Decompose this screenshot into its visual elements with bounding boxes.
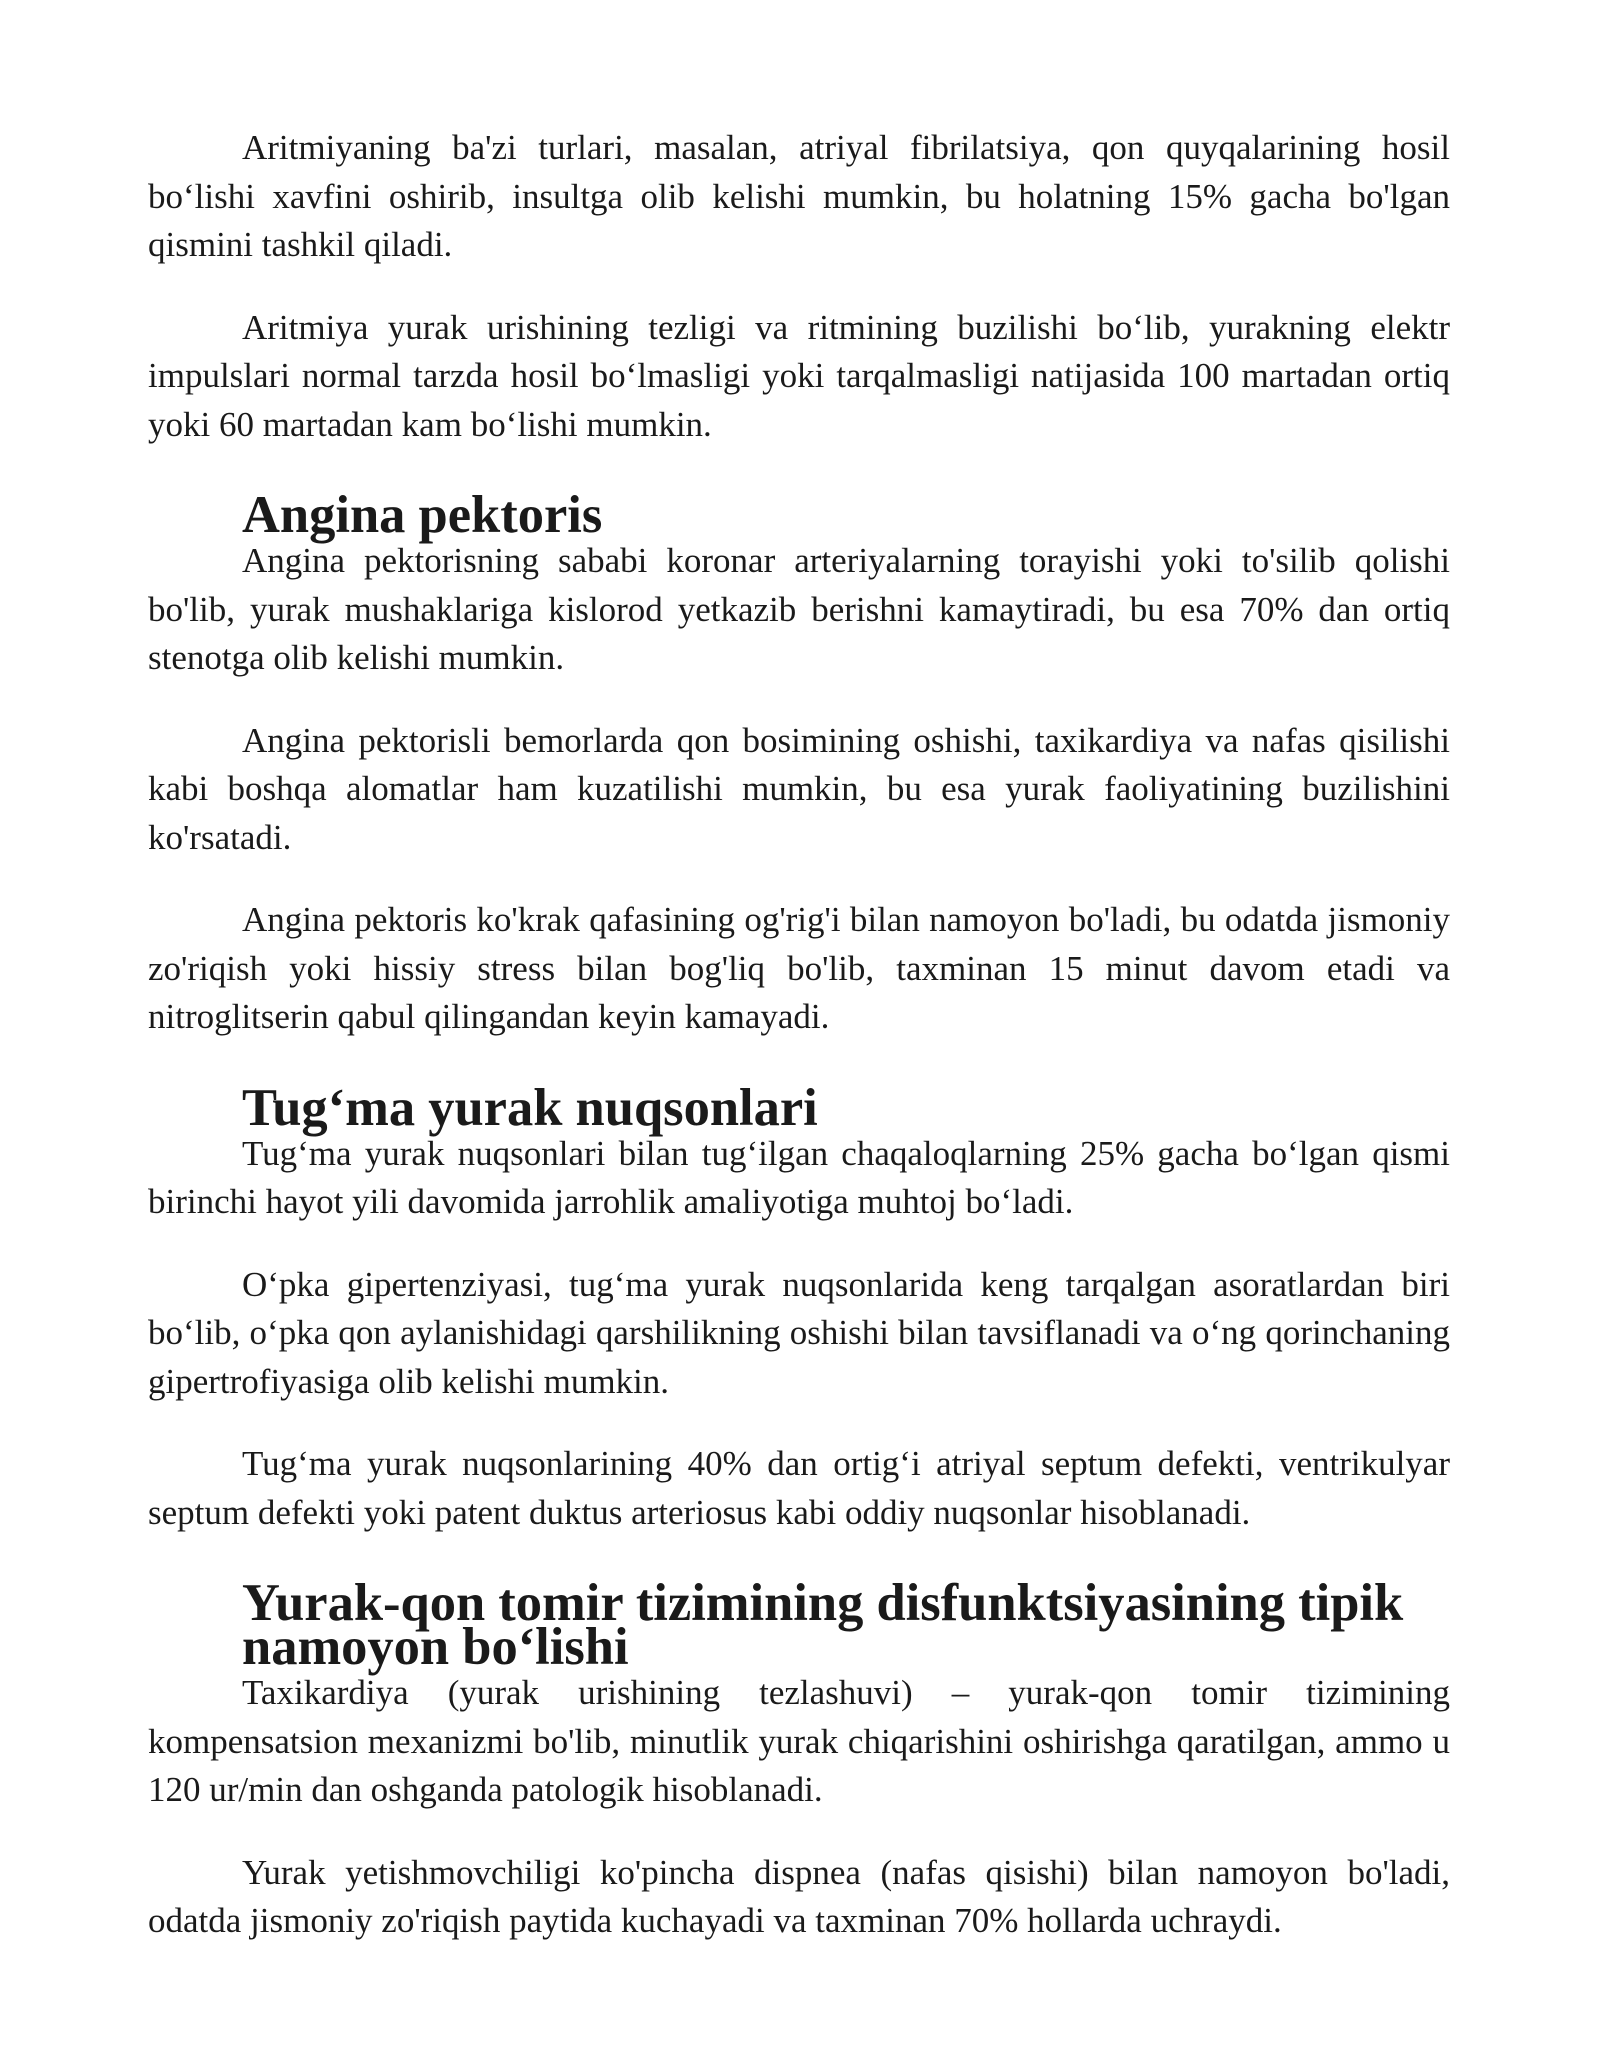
section-heading-angina: Angina pektoris: [242, 486, 603, 544]
paragraph-angina-cause: Angina pektorisning sababi koronar arteriyalarning torayishi yoki to'silib qolishi bo'lib, yurak mushaklariga kislorod yetkazib berishni kamaytiradi, bu esa 70% dan ortiq stenotga olib kelishi mumkin.: [148, 541, 1450, 677]
section-heading-cardiovascular-dysfunction: Yurak-qon tomir tizimining disfunktsiyasining tipik namoyon bo‘lishi: [242, 1574, 1404, 1676]
document-page: [148, 124, 1450, 1980]
paragraph-simple-defects: Tug‘ma yurak nuqsonlarining 40% dan ortig‘i atriyal septum defekti, ventrikulyar septum defekti yoki patent duktus arteriosus kabi oddiy nuqsonlar hisoblanadi.: [148, 1444, 1450, 1532]
paragraph-pulmonary-hypertension: O‘pka gipertenziyasi, tug‘ma yurak nuqsonlarida keng tarqalgan asoratlardan biri bo‘lib, o‘pka qon aylanishidagi qarshilikning oshishi bilan tavsiflanadi va o‘ng qorinchaning gipertrofiyasiga olib kelishi mumkin.: [148, 1264, 1450, 1401]
section-heading-congenital-defects: Tug‘ma yurak nuqsonlari: [242, 1078, 818, 1137]
paragraph-tachycardia: Taxikardiya (yurak urishining tezlashuvi) – yurak-qon tomir tizimining kompensatsion mexanizmi bo'lib, minutlik yurak chiqarishini oshirishga qaratilgan, ammo u 120 ur/min dan oshganda patologik hisoblanadi.: [148, 1673, 1450, 1809]
paragraph-arrhythmia-stroke-risk: Aritmiyaning ba'zi turlari, masalan, atriyal fibrilatsiya, qon quyqalarining hosil bo‘lishi xavfini oshirib, insultga olib kelishi mumkin, bu holatning 15% gacha bo'lgan qismini tashkil qiladi.: [148, 128, 1450, 264]
paragraph-angina-symptoms: Angina pektorisli bemorlarda qon bosimining oshishi, taxikardiya va nafas qisilishi kabi boshqa alomatlar ham kuzatilishi mumkin, bu esa yurak faoliyatining buzilishini ko'rsatadi.: [148, 720, 1450, 857]
paragraph-congenital-surgery: Tug‘ma yurak nuqsonlari bilan tug‘ilgan chaqaloqlarning 25% gacha bo‘lgan qismi birinchi hayot yili davomida jarrohlik amaliyotiga muhtoj bo‘ladi.: [148, 1133, 1450, 1221]
paragraph-arrhythmia-definition: Aritmiya yurak urishining tezligi va ritmining buzilishi bo‘lib, yurakning elektr impulslari normal tarzda hosil bo‘lmasligi yoki tarqalmasligi natijasida 100 martadan ortiq yoki 60 martadan kam bo‘lishi mumkin.: [148, 307, 1450, 444]
paragraph-heart-failure-dyspnea: Yurak yetishmovchiligi ko'pincha dispnea (nafas qisishi) bilan namoyon bo'ladi, odatda jismoniy zo'riqish paytida kuchayadi va taxminan 70% hollarda uchraydi.: [148, 1852, 1450, 1940]
paragraph-angina-pain: Angina pektoris ko'krak qafasining og'rig'i bilan namoyon bo'ladi, bu odatda jismoniy zo'riqish yoki hissiy stress bilan bog'liq bo'lib, taxminan 15 minut davom etadi va nitroglitserin qabul qilingandan keyin kamayadi.: [148, 900, 1450, 1036]
